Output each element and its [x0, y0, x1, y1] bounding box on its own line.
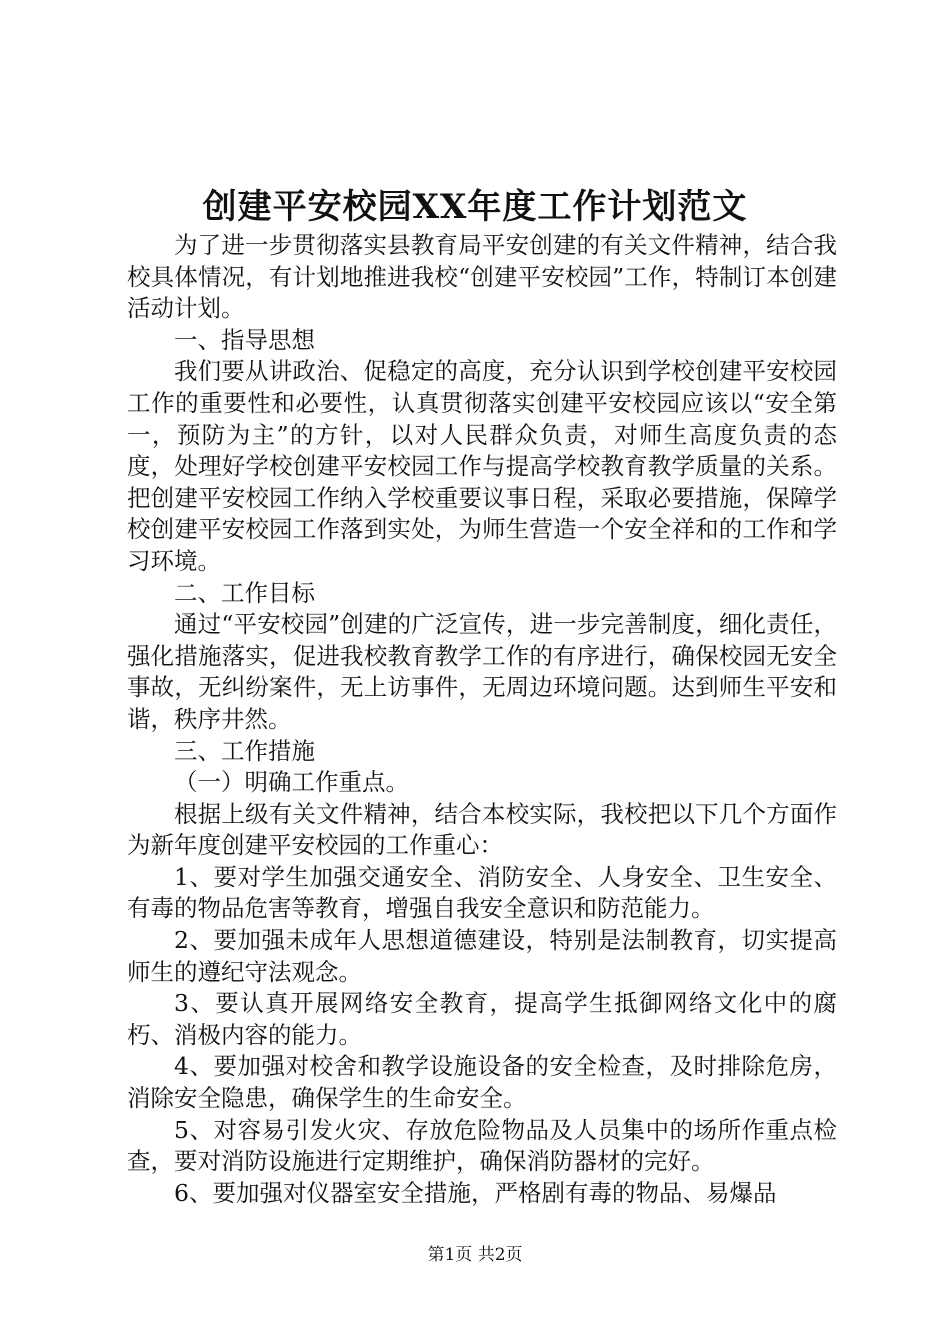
list-item: 4、要加强对校舍和教学设施设备的安全检查，及时排除危房，消除安全隐患，确保学生的生命安全。: [127, 1052, 837, 1113]
section-heading-work-measures: 三、工作措施: [174, 736, 315, 765]
work-focus-intro-paragraph: 根据上级有关文件精神，结合本校实际，我校把以下几个方面作为新年度创建平安校园的工作重心：: [127, 799, 837, 860]
work-goals-paragraph: 通过“平安校园”创建的广泛宣传，进一步完善制度，细化责任，强化措施落实，促进我校教育教学工作的有序进行，确保校园无安全事故，无纠纷案件，无上访事件，无周边环境问题。达到师生平安和谐，秩序井然。: [127, 610, 837, 733]
guiding-ideology-paragraph: 我们要从讲政治、促稳定的高度，充分认识到学校创建平安校园工作的重要性和必要性，认真贯彻落实创建平安校园应该以“安全第一，预防为主”的方针，以对人民群众负责，对师生高度负责的态度，处理好学校创建平安校园工作与提高学校教育教学质量的关系。把创建平安校园工作纳入学校重要议事日程，采取必要措施，保障学校创建平安校园工作落到实处，为师生营造一个安全祥和的工作和学习环境。: [127, 357, 837, 575]
list-item: 3、要认真开展网络安全教育，提高学生抵御网络文化中的腐朽、消极内容的能力。: [127, 989, 837, 1049]
page-number-footer: 第1页 共2页: [427, 1245, 523, 1265]
section-heading-guiding-ideology: 一、指导思想: [174, 325, 315, 354]
list-item: 2、要加强未成年人思想道德建设，特别是法制教育，切实提高师生的遵纪守法观念。: [127, 926, 837, 986]
list-item: 1、要对学生加强交通安全、消防安全、人身安全、卫生安全、有毒的物品危害等教育，增强自我安全意识和防范能力。: [127, 862, 837, 923]
document-body: [127, 230, 837, 1209]
list-item: 6、要加强对仪器室安全措施，严格剧有毒的物品、易爆品: [174, 1178, 777, 1207]
list-item: 5、对容易引发火灾、存放危险物品及人员集中的场所作重点检查，要对消防设施进行定期维护，确保消防器材的完好。: [127, 1115, 837, 1176]
intro-paragraph: 为了进一步贯彻落实县教育局平安创建的有关文件精神，结合我校具体情况，有计划地推进我校“创建平安校园”工作，特制订本创建活动计划。: [127, 231, 837, 323]
subsection-heading-work-focus: （一）明确工作重点。: [174, 768, 409, 797]
section-heading-work-goals: 二、工作目标: [174, 578, 315, 607]
document-title: 创建平安校园XX年度工作计划范文: [202, 187, 748, 227]
